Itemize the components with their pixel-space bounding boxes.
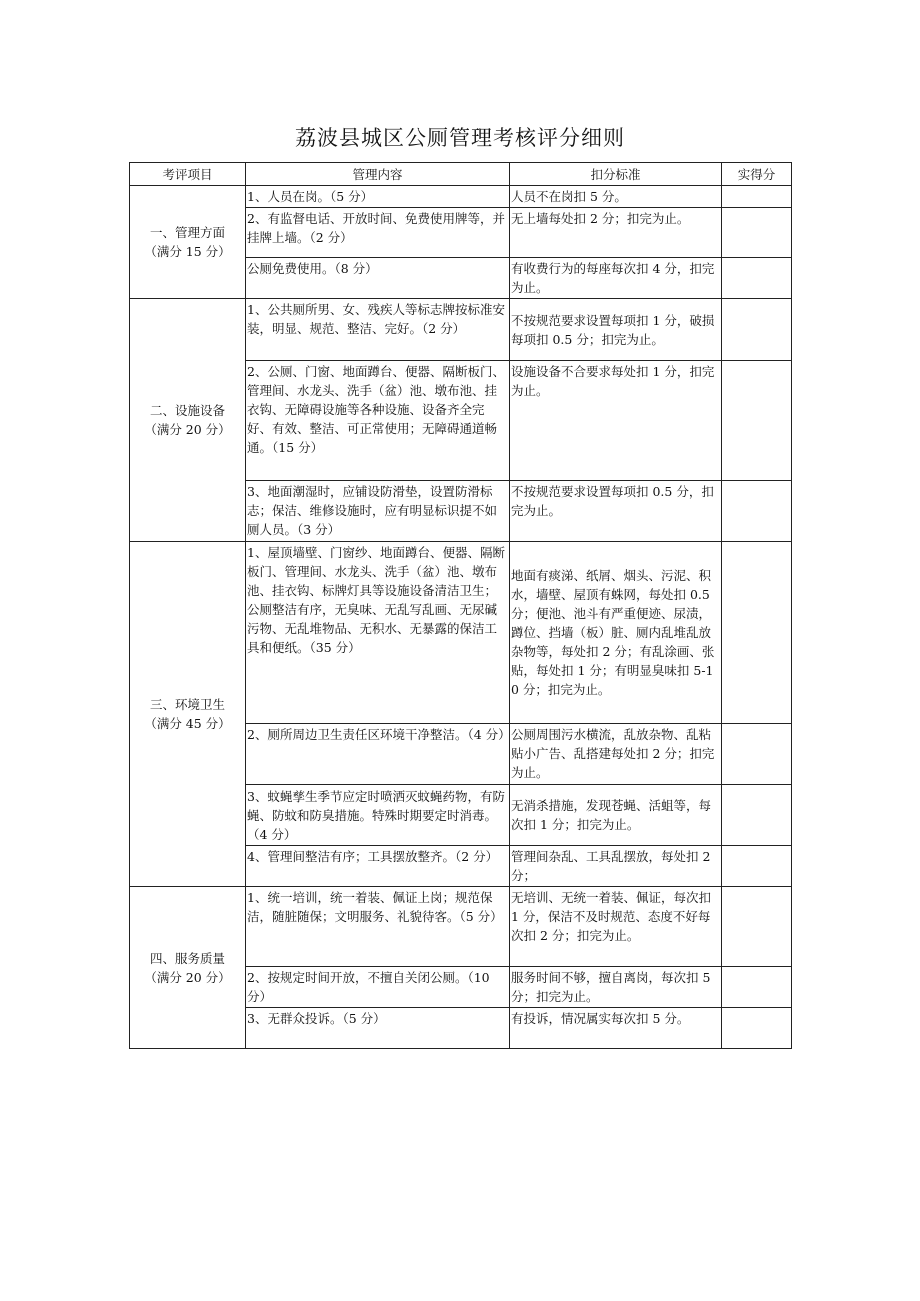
standard-cell: 公厕周围污水横流，乱放杂物、乱粘贴小广告、乱搭建每处扣 2 分；扣完为止。 bbox=[510, 724, 722, 785]
table-row bbox=[130, 887, 792, 967]
category-full-score: （满分 15 分） bbox=[144, 244, 231, 259]
content-cell: 3、蚊蝇孳生季节应定时喷洒灭蚊蝇药物，有防蝇、防蚊和防臭措施。特殊时期要定时消毒。（4 分） bbox=[246, 785, 510, 846]
content-cell: 2、有监督电话、开放时间、免费使用牌等，并挂牌上墙。（2 分） bbox=[246, 208, 510, 258]
standard-cell: 服务时间不够，擅自离岗，每次扣 5 分；扣完为止。 bbox=[510, 967, 722, 1008]
score-cell[interactable] bbox=[722, 846, 792, 887]
content-cell: 1、屋顶墙壁、门窗纱、地面蹲台、便器、隔断板门、管理间、水龙头、洗手（盆）池、墩布池、挂衣钩、标牌灯具等设施设备清洁卫生；公厕整洁有序，无臭味、无乱写乱画、无尿碱污物、无乱堆物品、无积水、无暴露的保洁工具和便纸。（35 分） bbox=[246, 542, 510, 724]
header-content: 管理内容 bbox=[246, 163, 510, 186]
standard-cell: 设施设备不合要求每处扣 1 分，扣完为止。 bbox=[510, 361, 722, 481]
score-cell[interactable] bbox=[722, 785, 792, 846]
category-name: 四、服务质量 bbox=[149, 950, 225, 966]
table-header-row bbox=[130, 163, 792, 186]
standard-cell: 不按规范要求设置每项扣 1 分，破损每项扣 0.5 分；扣完为止。 bbox=[510, 299, 722, 361]
score-cell[interactable] bbox=[722, 724, 792, 785]
standard-cell: 无消杀措施，发现苍蝇、活蛆等，每次扣 1 分；扣完为止。 bbox=[510, 785, 722, 846]
category-name: 三、环境卫生 bbox=[149, 697, 225, 712]
standard-cell: 有投诉，情况属实每次扣 5 分。 bbox=[510, 1008, 722, 1049]
standard-cell: 有收费行为的每座每次扣 4 分，扣完为止。 bbox=[510, 258, 722, 299]
header-score: 实得分 bbox=[722, 163, 792, 186]
score-cell[interactable] bbox=[722, 299, 792, 361]
score-cell[interactable] bbox=[722, 361, 792, 481]
standard-cell: 无培训、无统一着装、佩证，每次扣 1 分，保洁不及时规范、态度不好每次扣 2 分；扣完为止。 bbox=[510, 887, 722, 967]
content-cell: 1、统一培训，统一着装、佩证上岗；规范保洁，随脏随保；文明服务、礼貌待客。（5 分） bbox=[246, 887, 510, 967]
score-cell[interactable] bbox=[722, 887, 792, 967]
content-cell: 3、地面潮湿时，应铺设防滑垫，设置防滑标志；保洁、维修设施时，应有明显标识提不如厕人员。（3 分） bbox=[246, 481, 510, 542]
score-cell[interactable] bbox=[722, 542, 792, 724]
category-full-score: （满分 20 分） bbox=[144, 969, 231, 985]
score-cell[interactable] bbox=[722, 967, 792, 1008]
score-cell[interactable] bbox=[722, 208, 792, 258]
scoring-table bbox=[129, 162, 792, 1049]
score-cell[interactable] bbox=[722, 481, 792, 542]
content-cell: 2、按规定时间开放，不擅自关闭公厕。（10 分） bbox=[246, 967, 510, 1008]
content-cell: 2、公厕、门窗、地面蹲台、便器、隔断板门、管理间、水龙头、洗手（盆）池、墩布池、挂衣钩、无障碍设施等各种设施、设备齐全完好、有效、整洁、可正常使用；无障碍通道畅通。（15 分） bbox=[246, 361, 510, 481]
document-title: 荔波县城区公厕管理考核评分细则 bbox=[295, 126, 625, 150]
category-cell bbox=[130, 887, 246, 1049]
content-cell: 3、无群众投诉。（5 分） bbox=[246, 1008, 510, 1049]
category-cell bbox=[130, 299, 246, 542]
content-cell: 1、公共厕所男、女、残疾人等标志牌按标准安装，明显、规范、整洁、完好。（2 分） bbox=[246, 299, 510, 361]
header-standard: 扣分标准 bbox=[510, 163, 722, 186]
standard-cell: 地面有痰涕、纸屑、烟头、污泥、积水，墙壁、屋顶有蛛网，每处扣 0.5 分；便池、池斗有严重便迹、尿渍，蹲位、挡墙（板）脏、厕内乱堆乱放杂物等，每处扣 2 分；有乱涂画、张贴，每处扣 1 分；有明显臭味扣 5-10 分；扣完为止。 bbox=[510, 542, 722, 724]
standard-cell: 无上墙每处扣 2 分；扣完为止。 bbox=[510, 208, 722, 258]
category-full-score: （满分 45 分） bbox=[144, 716, 231, 731]
standard-cell: 不按规范要求设置每项扣 0.5 分，扣完为止。 bbox=[510, 481, 722, 542]
category-name: 一、管理方面 bbox=[149, 225, 225, 240]
score-cell[interactable] bbox=[722, 186, 792, 208]
table-row bbox=[130, 186, 792, 208]
score-cell[interactable] bbox=[722, 258, 792, 299]
content-cell: 2、厕所周边卫生责任区环境干净整洁。（4 分） bbox=[246, 724, 510, 785]
table-row bbox=[130, 542, 792, 724]
category-full-score: （满分 20 分） bbox=[144, 422, 231, 437]
content-cell: 1、人员在岗。（5 分） bbox=[246, 186, 510, 208]
content-cell: 4、管理间整洁有序；工具摆放整齐。（2 分） bbox=[246, 846, 510, 887]
header-item: 考评项目 bbox=[130, 163, 246, 186]
score-cell[interactable] bbox=[722, 1008, 792, 1049]
category-cell bbox=[130, 186, 246, 299]
category-cell bbox=[130, 542, 246, 887]
table-row bbox=[130, 299, 792, 361]
category-name: 二、设施设备 bbox=[149, 403, 225, 418]
standard-cell: 管理间杂乱、工具乱摆放，每处扣 2 分； bbox=[510, 846, 722, 887]
standard-cell: 人员不在岗扣 5 分。 bbox=[510, 186, 722, 208]
content-cell: 公厕免费使用。（8 分） bbox=[246, 258, 510, 299]
